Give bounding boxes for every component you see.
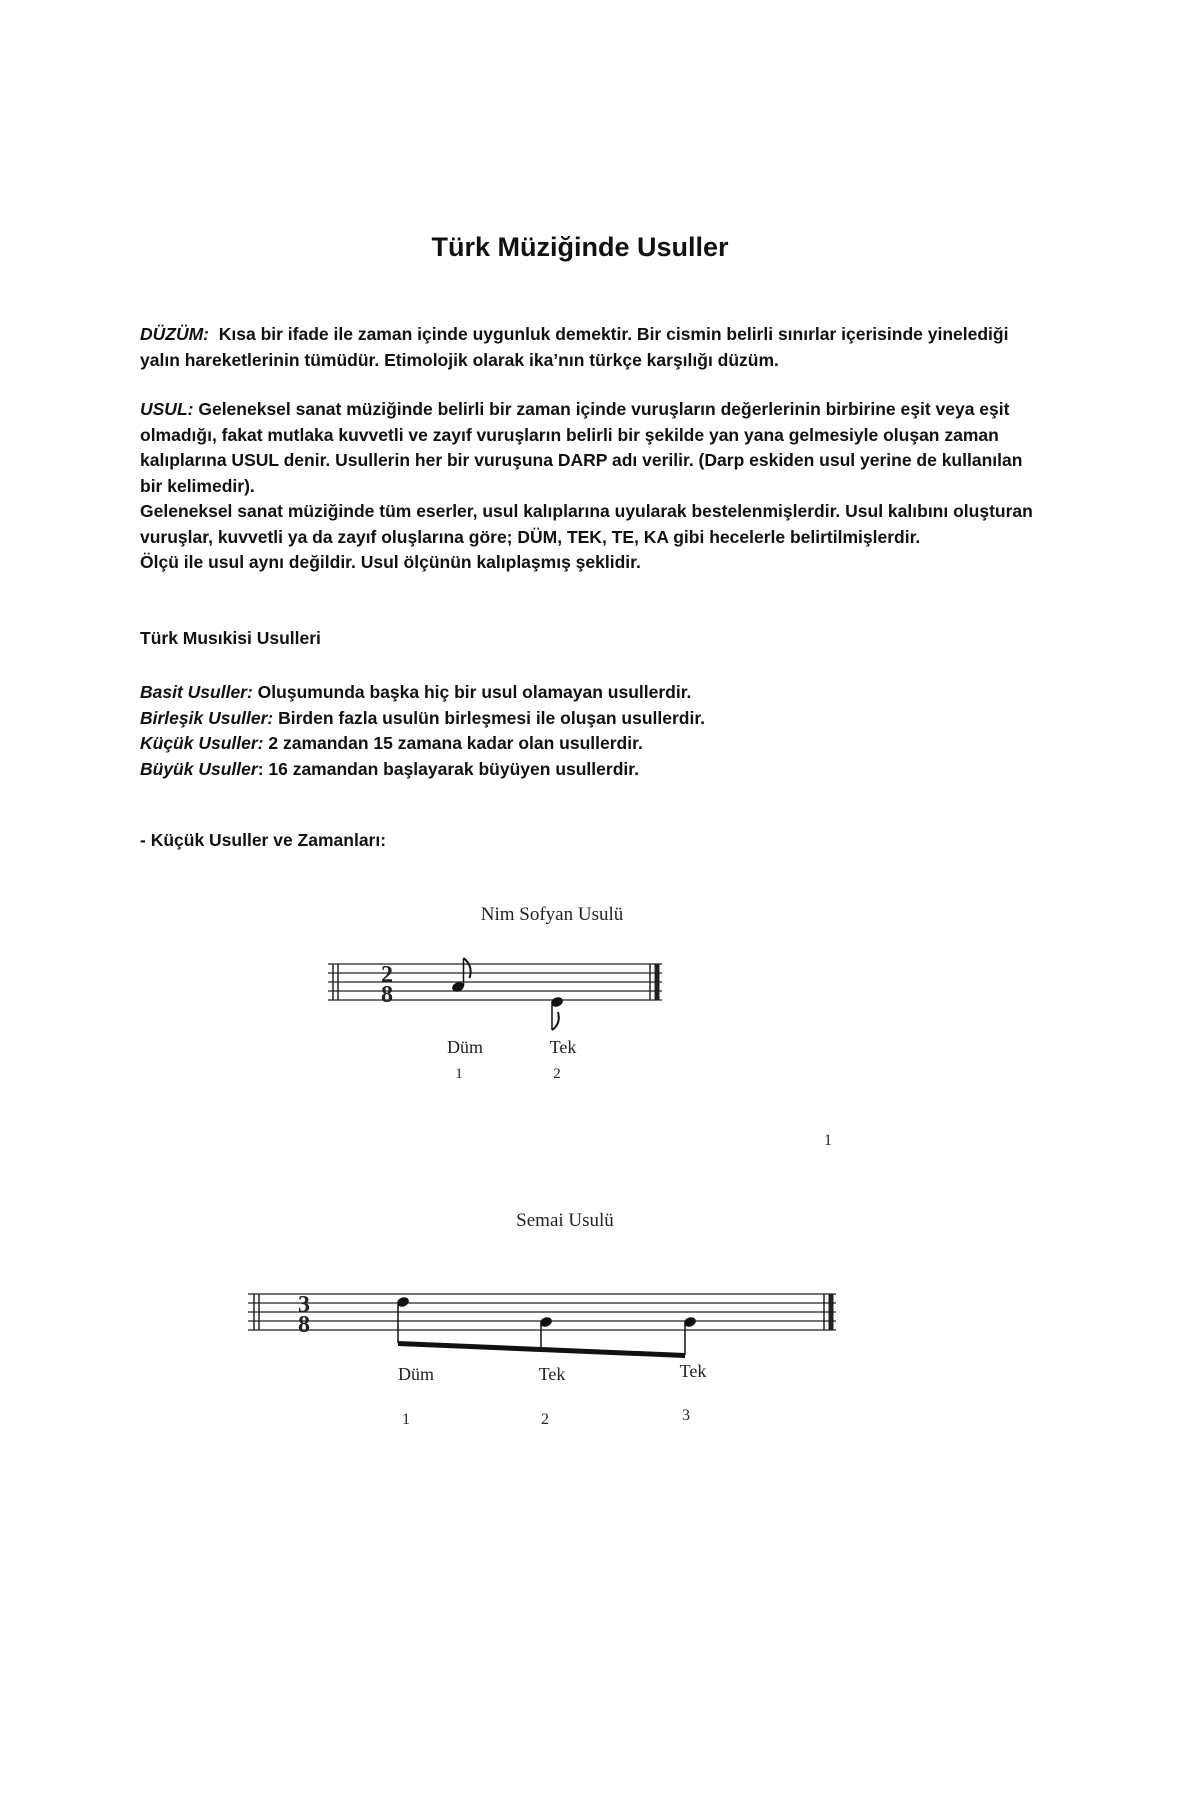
subheading: - Küçük Usuller ve Zamanları:	[140, 830, 387, 850]
definition-item: Birleşik Usuller: Birden fazla usulün birleşmesi ile oluşan usullerdir.	[140, 707, 706, 728]
syllable-tek: Tek	[538, 1364, 566, 1384]
time-signature-top: 3	[298, 1292, 310, 1318]
definition-item: Küçük Usuller: 2 zamandan 15 zamana kadar olan usullerdir.	[140, 733, 643, 753]
count-label: 3	[682, 1407, 690, 1424]
time-signature-bottom: 8	[298, 1312, 310, 1338]
eighth-note	[550, 996, 564, 1030]
section-heading: Türk Musıkisi Usulleri	[140, 628, 321, 648]
time-signature-top: 2	[381, 962, 393, 988]
count-label: 2	[553, 1066, 561, 1082]
definition-item: Büyük Usuller: 16 zamandan başlayarak büyüyen usullerdir.	[140, 758, 639, 779]
syllable-tek: Tek	[679, 1361, 707, 1381]
page-title: Türk Müziğinde Usuller	[431, 232, 729, 262]
syllable-dum: Düm	[447, 1037, 483, 1057]
score-nim-sofyan	[328, 904, 662, 1082]
count-label: 1	[455, 1066, 463, 1082]
duzum-text: Kısa bir ifade ile zaman içinde uygunluk demektir. Bir cismin belirli sınırlar içerisinde yinelediği yalın hareketlerinin tümüdür. Etimolojik olarak ika’nın türkçe karşılığı düzüm.	[140, 324, 1009, 370]
usul-term: USUL:	[140, 399, 194, 419]
eighth-note	[451, 958, 471, 993]
usul-paragraph-3: Ölçü ile usul aynı değildir. Usul ölçünün kalıplaşmış şeklidir.	[140, 552, 641, 572]
usul-text: Geleneksel sanat müziğinde belirli bir zaman içinde vuruşların değerlerinin birbirine eşit veya eşit olmadığı, fakat mutlaka kuvvetli ve zayıf vuruşların belirli bir şekilde yan yana gelmesiyle oluşan zaman kalıplarına USUL denir. Usullerin her bir vuruşuna DARP adı verilir. (Darp eskiden usul yerine de kullanılan bir kelimedir).	[140, 399, 1023, 496]
page-number: 1	[824, 1132, 832, 1149]
definition-item: Basit Usuller: Oluşumunda başka hiç bir usul olamayan usullerdir.	[140, 682, 692, 702]
score-semai	[248, 1210, 836, 1428]
usul-paragraph-2: Geleneksel sanat müziğinde tüm eserler, usul kalıplarına uyularak bestelenmişlerdir. Usul kalıbını oluşturan vuruşlar, kuvvetli ya da zayıf oluşlarına göre; DÜM, TEK, TE, KA gibi hecelerle belirtilmişlerdir.	[140, 501, 1033, 547]
score-title: Nim Sofyan Usulü	[480, 904, 624, 925]
count-label: 1	[402, 1411, 410, 1428]
syllable-dum: Düm	[398, 1364, 434, 1384]
score-title: Semai Usulü	[516, 1210, 614, 1231]
staff-lines	[328, 964, 662, 1000]
syllable-tek: Tek	[549, 1037, 577, 1057]
count-label: 2	[541, 1411, 549, 1428]
time-signature-bottom: 8	[381, 982, 393, 1008]
beamed-notes	[396, 1296, 697, 1358]
duzum-term: DÜZÜM:	[140, 324, 210, 344]
